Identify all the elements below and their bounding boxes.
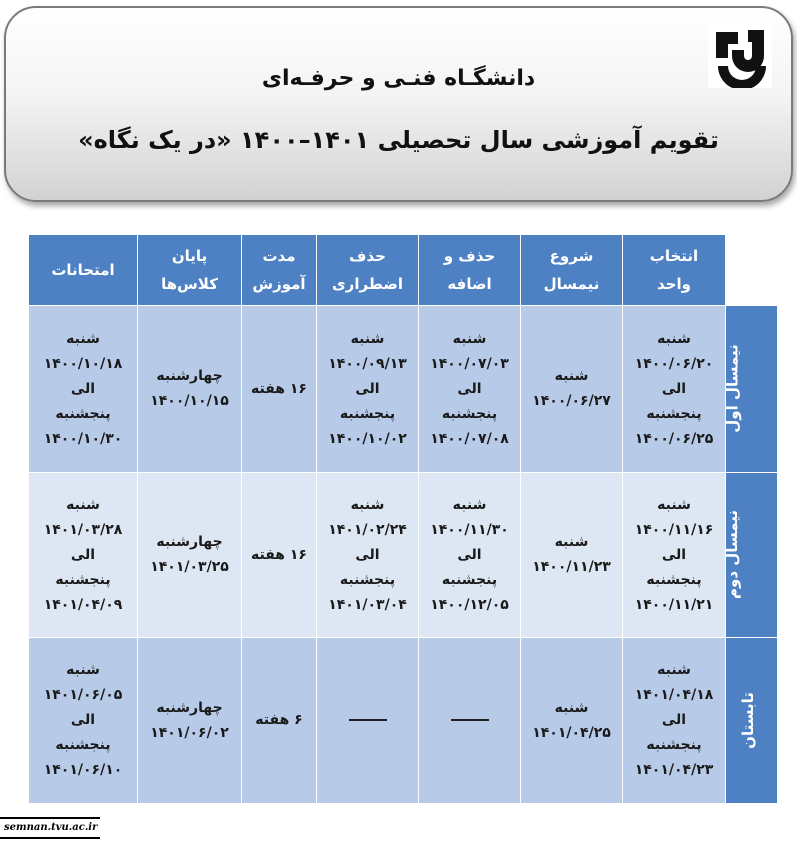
- cell-semester-start: شنبه ۱۴۰۱/۰۴/۲۵: [521, 638, 623, 804]
- row-label-first-semester: نیمسال اول: [726, 306, 778, 473]
- dash-placeholder: [349, 719, 387, 721]
- academic-calendar-table: [28, 234, 778, 804]
- cell-exams: شنبه ۱۴۰۰/۱۰/۱۸ الی پنجشنبه ۱۴۰۰/۱۰/۳۰: [29, 306, 138, 473]
- cell-add-drop-empty: [419, 638, 521, 804]
- col-header-emergency-drop: حذف اضطراری: [317, 235, 419, 306]
- dash-placeholder: [451, 719, 489, 721]
- website-footer: semnan.tvu.ac.ir: [0, 817, 100, 839]
- cell-enrollment: شنبه ۱۴۰۱/۰۴/۱۸ الی پنجشنبه ۱۴۰۱/۰۴/۲۳: [623, 638, 726, 804]
- cell-exams: شنبه ۱۴۰۱/۰۳/۲۸ الی پنجشنبه ۱۴۰۱/۰۴/۰۹: [29, 473, 138, 638]
- cell-emergency-drop: شنبه ۱۴۰۰/۰۹/۱۳ الی پنجشنبه ۱۴۰۰/۱۰/۰۲: [317, 306, 419, 473]
- title-banner: [4, 6, 793, 202]
- calendar-title: تقویم آموزشی سال تحصیلی ۱۴۰۱–۱۴۰۰ «در یک نگاه»: [78, 126, 719, 154]
- col-header-exams: امتحانات: [29, 235, 138, 306]
- col-header-duration: مدت آموزش: [242, 235, 317, 306]
- cell-duration: ۱۶ هفته: [242, 306, 317, 473]
- col-header-semester-start: شروع نیمسال: [521, 235, 623, 306]
- table-row: [29, 638, 778, 804]
- cell-emergency-drop: شنبه ۱۴۰۱/۰۲/۲۴ الی پنجشنبه ۱۴۰۱/۰۳/۰۴: [317, 473, 419, 638]
- cell-exams: شنبه ۱۴۰۱/۰۶/۰۵ الی پنجشنبه ۱۴۰۱/۰۶/۱۰: [29, 638, 138, 804]
- university-name: دانشگـاه فنـی و حرفـه‌ای: [261, 66, 536, 91]
- row-label-second-semester: نیمسال دوم: [726, 473, 778, 638]
- row-label-summer: تابستان: [726, 638, 778, 804]
- cell-classes-end: چهارشنبه ۱۴۰۰/۱۰/۱۵: [138, 306, 242, 473]
- cell-classes-end: چهارشنبه ۱۴۰۱/۰۶/۰۲: [138, 638, 242, 804]
- col-header-classes-end: پایان کلاس‌ها: [138, 235, 242, 306]
- cell-add-drop: شنبه ۱۴۰۰/۰۷/۰۳ الی پنجشنبه ۱۴۰۰/۰۷/۰۸: [419, 306, 521, 473]
- cell-duration: ۶ هفته: [242, 638, 317, 804]
- corner-cell: [726, 235, 778, 306]
- table-header-row: [29, 235, 778, 306]
- col-header-add-drop: حذف و اضافه: [419, 235, 521, 306]
- cell-enrollment: شنبه ۱۴۰۰/۰۶/۲۰ الی پنجشنبه ۱۴۰۰/۰۶/۲۵: [623, 306, 726, 473]
- table-row: [29, 473, 778, 638]
- table-row: [29, 306, 778, 473]
- cell-add-drop: شنبه ۱۴۰۰/۱۱/۳۰ الی پنجشنبه ۱۴۰۰/۱۲/۰۵: [419, 473, 521, 638]
- cell-classes-end: چهارشنبه ۱۴۰۱/۰۳/۲۵: [138, 473, 242, 638]
- cell-duration: ۱۶ هفته: [242, 473, 317, 638]
- cell-semester-start: شنبه ۱۴۰۰/۰۶/۲۷: [521, 306, 623, 473]
- cell-emergency-drop-empty: [317, 638, 419, 804]
- cell-enrollment: شنبه ۱۴۰۰/۱۱/۱۶ الی پنجشنبه ۱۴۰۰/۱۱/۲۱: [623, 473, 726, 638]
- cell-semester-start: شنبه ۱۴۰۰/۱۱/۲۳: [521, 473, 623, 638]
- col-header-enrollment: انتخاب واحد: [623, 235, 726, 306]
